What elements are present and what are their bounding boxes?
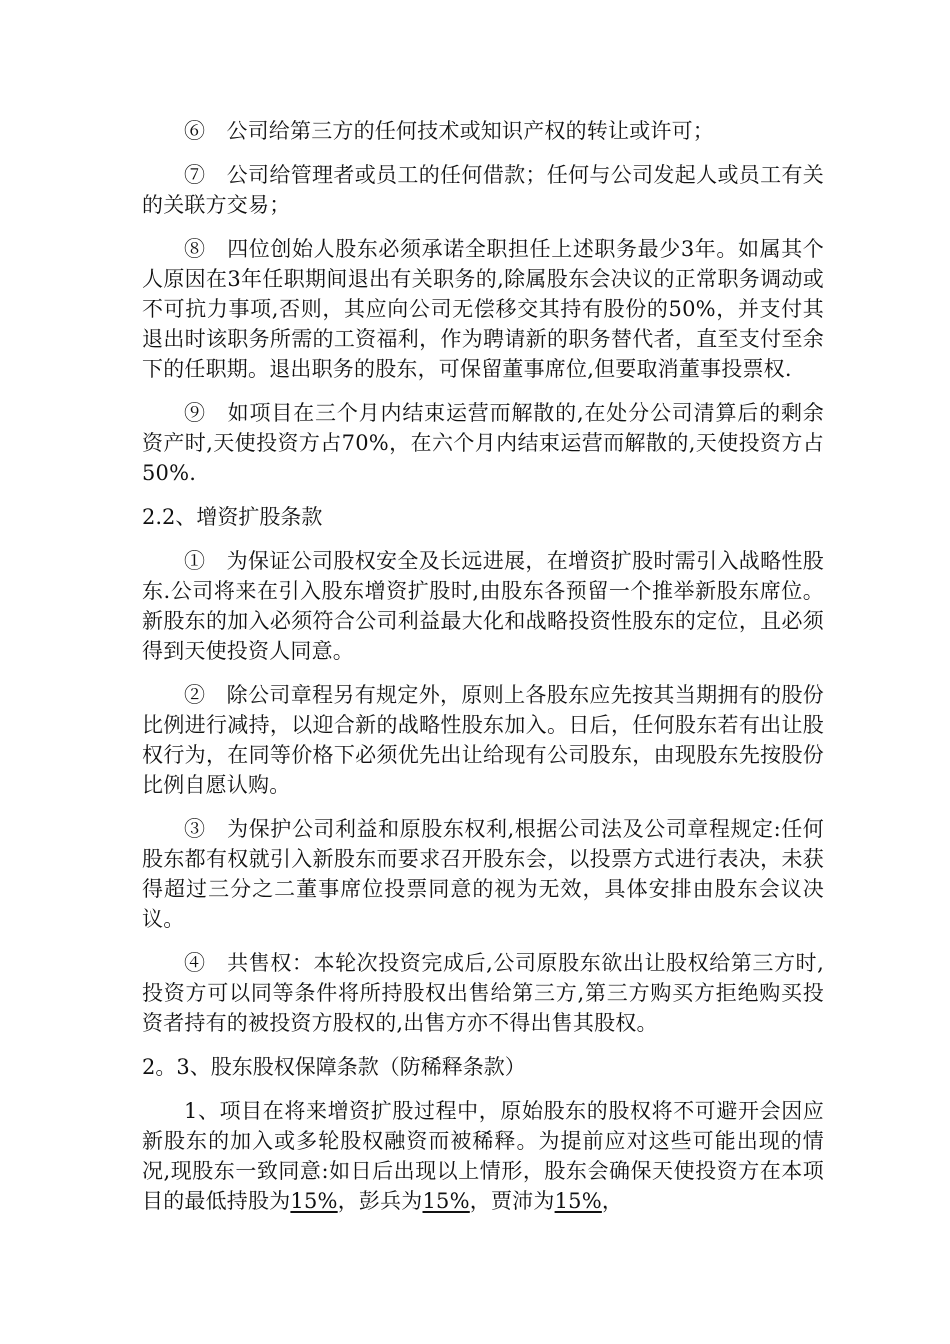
clause-8: ⑧ 四位创始人股东必须承诺全职担任上述职务最少3年。如属其个人原因在3年任职期间退出有关职务的,除属股东会决议的正常职务调动或不可抗力事项,否则，其应向公司无偿移交其持有股份的50%，并支付其退出时该职务所需的工资福利，作为聘请新的职务替代者，直至支付至余下的任职期。退出职务的股东，可保留董事席位,但要取消董事投票权.	[142, 237, 824, 381]
clause-text: 1、项目在将来增资扩股过程中，原始股东的股权将不可避开会因应新股东的加入或多轮股权融资而被稀释。为提前应对这些可能出现的情况,现股东一致同意:如日后出现以上情形，股东会确保天使投资方在本项目的最低持股为	[142, 1099, 824, 1213]
section-2-2-clause-4: ④ 共售权：本轮次投资完成后,公司原股东欲出让股权给第三方时,投资方可以同等条件将所持股权出售给第三方,第三方购买方拒绝购买投资者持有的被投资方股权的,出售方亦不得出售其股权。	[142, 951, 824, 1035]
clause-text: ，彭兵为	[337, 1189, 423, 1213]
clause-6: ⑥ 公司给第三方的任何技术或知识产权的转让或许可；	[184, 119, 714, 143]
clause-text: ，贾沛为	[469, 1189, 555, 1213]
section-2-2-clause-2: ② 除公司章程另有规定外，原则上各股东应先按其当期拥有的股份比例进行减持，以迎合新的战略性股东加入。日后，任何股东若有出让股权行为，在同等价格下必须优先出让给现有公司股东，由现股东先按股份比例自愿认购。	[142, 683, 824, 797]
clause-text: ，	[601, 1189, 624, 1213]
section-2-3-clause-1	[142, 1096, 824, 1216]
min-stake-angel: 15%	[290, 1189, 338, 1213]
clause-9: ⑨ 如项目在三个月内结束运营而解散的,在处分公司清算后的剩余资产时,天使投资方占70%，在六个月内结束运营而解散的,天使投资方占50%.	[142, 401, 824, 485]
section-2-2-heading: 2.2、增资扩股条款	[142, 505, 323, 529]
section-2-2-clause-3: ③ 为保护公司利益和原股东权利,根据公司法及公司章程规定:任何股东都有权就引入新股东而要求召开股东会，以投票方式进行表决，未获得超过三分之二董事席位投票同意的视为无效，具体安排由股东会议决议。	[142, 817, 824, 931]
document-page	[142, 116, 824, 1230]
section-2-3-heading: 2。3、股东股权保障条款（防稀释条款）	[142, 1055, 526, 1079]
clause-7: ⑦ 公司给管理者或员工的任何借款；任何与公司发起人或员工有关的关联方交易；	[142, 163, 824, 217]
min-stake-jia: 15%	[554, 1189, 602, 1213]
min-stake-peng: 15%	[422, 1189, 470, 1213]
section-2-2-clause-1: ① 为保证公司股权安全及长远进展，在增资扩股时需引入战略性股东.公司将来在引入股东增资扩股时,由股东各预留一个推举新股东席位。新股东的加入必须符合公司利益最大化和战略投资性股东的定位，且必须得到天使投资人同意。	[142, 549, 824, 663]
